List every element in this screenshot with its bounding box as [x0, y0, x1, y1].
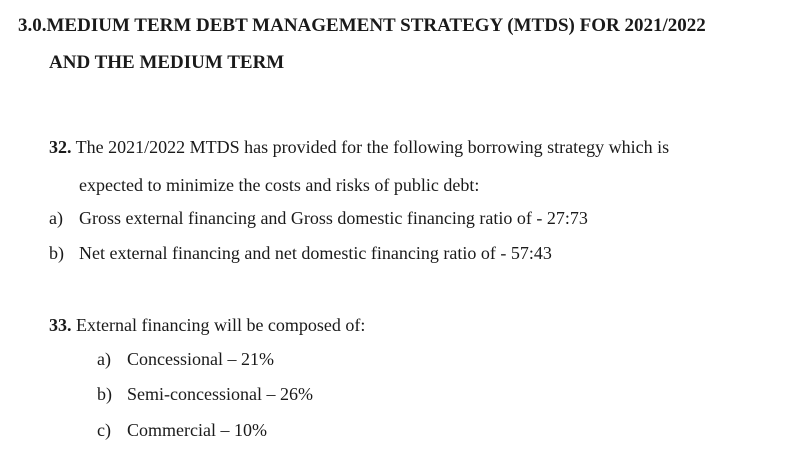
- list-item: [49, 243, 552, 264]
- list-item-text: Net external financing and net domestic financing ratio of - 57:43: [79, 243, 552, 263]
- section-heading-line1: 3.0.MEDIUM TERM DEBT MANAGEMENT STRATEGY (MTDS) FOR 2021/2022: [18, 15, 706, 36]
- list-marker: c): [97, 420, 111, 440]
- section-heading-line2: AND THE MEDIUM TERM: [49, 52, 285, 73]
- list-item-text: Gross external financing and Gross domestic financing ratio of - 27:73: [79, 208, 588, 228]
- paragraph-32-line2: expected to minimize the costs and risks of public debt:: [79, 175, 480, 195]
- list-item: [97, 349, 274, 370]
- paragraph-33-text: External financing will be composed of:: [71, 315, 366, 335]
- list-item: [97, 384, 313, 405]
- list-item-text: Concessional – 21%: [127, 349, 274, 369]
- paragraph-33-line1: [49, 315, 365, 336]
- paragraph-32-line1: [49, 137, 669, 158]
- paragraph-32-number: 32.: [49, 137, 72, 157]
- list-item-text: Semi-concessional – 26%: [127, 384, 313, 404]
- list-item-text: Commercial – 10%: [127, 420, 267, 440]
- list-marker: a): [97, 349, 111, 369]
- paragraph-33-number: 33.: [49, 315, 72, 335]
- list-item: [97, 420, 267, 441]
- list-item: [49, 208, 588, 229]
- list-marker: b): [49, 243, 64, 263]
- list-marker: b): [97, 384, 112, 404]
- paragraph-32-text: The 2021/2022 MTDS has provided for the following borrowing strategy which is: [71, 137, 670, 157]
- list-marker: a): [49, 208, 63, 228]
